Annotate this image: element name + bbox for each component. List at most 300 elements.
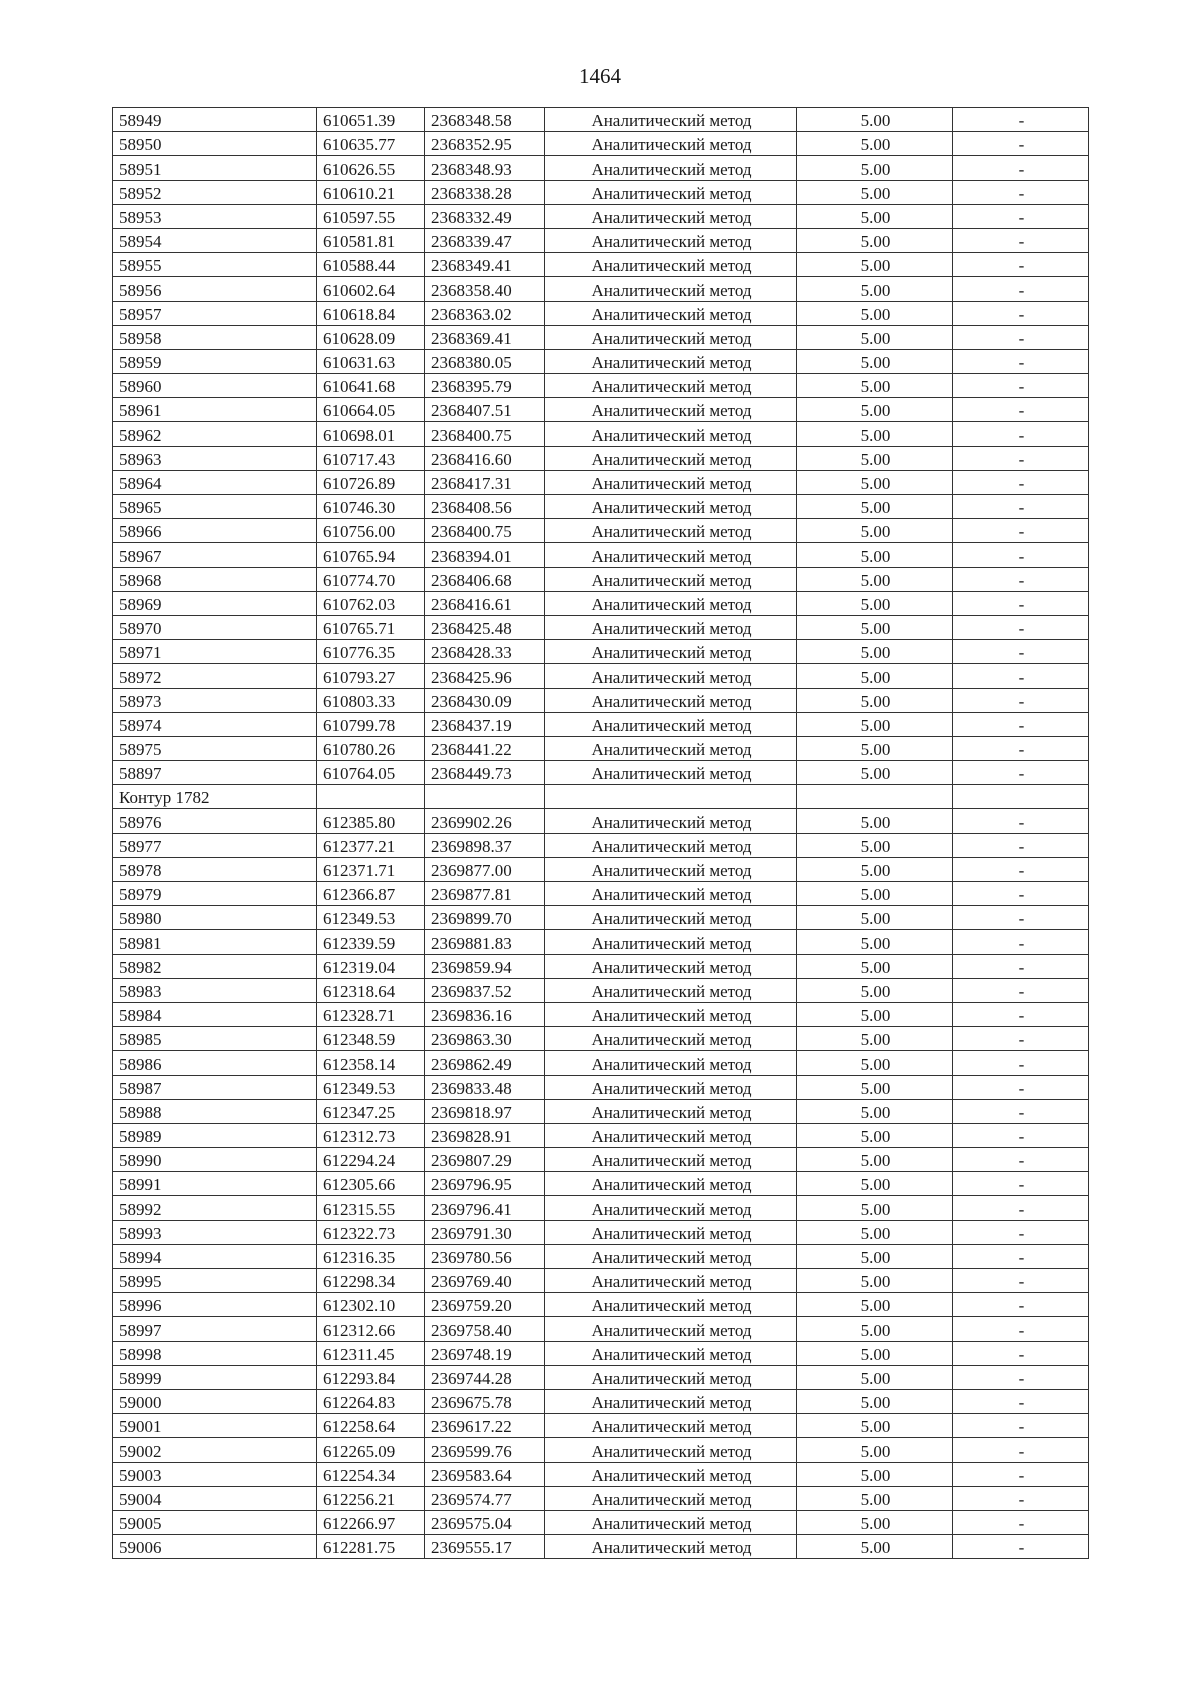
note-cell: - (953, 1414, 1089, 1438)
note-cell: - (953, 1123, 1089, 1147)
y-coordinate-cell: 2368406.68 (425, 567, 545, 591)
note-cell: - (953, 882, 1089, 906)
accuracy-cell: 5.00 (797, 277, 953, 301)
x-coordinate-cell: 612339.59 (317, 930, 425, 954)
accuracy-cell: 5.00 (797, 1027, 953, 1051)
table-row (113, 688, 1089, 712)
y-coordinate-cell: 2368437.19 (425, 712, 545, 736)
table-row (113, 277, 1089, 301)
accuracy-cell: 5.00 (797, 857, 953, 881)
accuracy-cell: 5.00 (797, 736, 953, 760)
note-cell: - (953, 325, 1089, 349)
note-cell: - (953, 1510, 1089, 1534)
note-cell: - (953, 688, 1089, 712)
empty-cell (797, 785, 953, 809)
table-row (113, 1269, 1089, 1293)
table-row (113, 495, 1089, 519)
x-coordinate-cell: 612256.21 (317, 1486, 425, 1510)
accuracy-cell: 5.00 (797, 1075, 953, 1099)
method-cell: Аналитический метод (545, 640, 797, 664)
y-coordinate-cell: 2368417.31 (425, 470, 545, 494)
x-coordinate-cell: 610799.78 (317, 712, 425, 736)
table-row (113, 228, 1089, 252)
point-number-cell: 58990 (113, 1148, 317, 1172)
point-number-cell: 58988 (113, 1099, 317, 1123)
table-row (113, 1389, 1089, 1413)
x-coordinate-cell: 610726.89 (317, 470, 425, 494)
accuracy-cell: 5.00 (797, 325, 953, 349)
y-coordinate-cell: 2369898.37 (425, 833, 545, 857)
point-number-cell: 58996 (113, 1293, 317, 1317)
x-coordinate-cell: 610602.64 (317, 277, 425, 301)
point-number-cell: 58971 (113, 640, 317, 664)
note-cell: - (953, 1027, 1089, 1051)
y-coordinate-cell: 2369555.17 (425, 1535, 545, 1559)
note-cell: - (953, 809, 1089, 833)
accuracy-cell: 5.00 (797, 615, 953, 639)
note-cell: - (953, 1293, 1089, 1317)
y-coordinate-cell: 2368348.58 (425, 108, 545, 132)
x-coordinate-cell: 610651.39 (317, 108, 425, 132)
note-cell: - (953, 301, 1089, 325)
point-number-cell: 58998 (113, 1341, 317, 1365)
note-cell: - (953, 1535, 1089, 1559)
note-cell: - (953, 1317, 1089, 1341)
method-cell: Аналитический метод (545, 615, 797, 639)
method-cell: Аналитический метод (545, 301, 797, 325)
point-number-cell: 58979 (113, 882, 317, 906)
point-number-cell: 58980 (113, 906, 317, 930)
y-coordinate-cell: 2368363.02 (425, 301, 545, 325)
y-coordinate-cell: 2368394.01 (425, 543, 545, 567)
accuracy-cell: 5.00 (797, 1341, 953, 1365)
x-coordinate-cell: 612347.25 (317, 1099, 425, 1123)
table-row (113, 398, 1089, 422)
empty-cell (317, 785, 425, 809)
table-row (113, 1244, 1089, 1268)
method-cell: Аналитический метод (545, 664, 797, 688)
point-number-cell: 58991 (113, 1172, 317, 1196)
point-number-cell: 58983 (113, 978, 317, 1002)
table-row (113, 253, 1089, 277)
x-coordinate-cell: 610774.70 (317, 567, 425, 591)
method-cell: Аналитический метод (545, 446, 797, 470)
y-coordinate-cell: 2369617.22 (425, 1414, 545, 1438)
point-number-cell: 58953 (113, 204, 317, 228)
point-number-cell: 58958 (113, 325, 317, 349)
accuracy-cell: 5.00 (797, 640, 953, 664)
table-row (113, 1414, 1089, 1438)
x-coordinate-cell: 612264.83 (317, 1389, 425, 1413)
note-cell: - (953, 857, 1089, 881)
accuracy-cell: 5.00 (797, 1510, 953, 1534)
accuracy-cell: 5.00 (797, 132, 953, 156)
x-coordinate-cell: 610664.05 (317, 398, 425, 422)
point-number-cell: 58954 (113, 228, 317, 252)
table-row (113, 615, 1089, 639)
accuracy-cell: 5.00 (797, 374, 953, 398)
table-row (113, 736, 1089, 760)
method-cell: Аналитический метод (545, 422, 797, 446)
x-coordinate-cell: 612302.10 (317, 1293, 425, 1317)
method-cell: Аналитический метод (545, 712, 797, 736)
note-cell: - (953, 253, 1089, 277)
x-coordinate-cell: 612366.87 (317, 882, 425, 906)
x-coordinate-cell: 612311.45 (317, 1341, 425, 1365)
point-number-cell: 58997 (113, 1317, 317, 1341)
point-number-cell: 59001 (113, 1414, 317, 1438)
y-coordinate-cell: 2368338.28 (425, 180, 545, 204)
x-coordinate-cell: 612322.73 (317, 1220, 425, 1244)
y-coordinate-cell: 2368407.51 (425, 398, 545, 422)
x-coordinate-cell: 610765.94 (317, 543, 425, 567)
note-cell: - (953, 1196, 1089, 1220)
point-number-cell: 58986 (113, 1051, 317, 1075)
note-cell: - (953, 543, 1089, 567)
method-cell: Аналитический метод (545, 204, 797, 228)
method-cell: Аналитический метод (545, 1027, 797, 1051)
point-number-cell: 58994 (113, 1244, 317, 1268)
point-number-cell: 58978 (113, 857, 317, 881)
table-row (113, 422, 1089, 446)
method-cell: Аналитический метод (545, 1075, 797, 1099)
empty-cell (545, 785, 797, 809)
note-cell: - (953, 349, 1089, 373)
note-cell: - (953, 567, 1089, 591)
accuracy-cell: 5.00 (797, 228, 953, 252)
method-cell: Аналитический метод (545, 495, 797, 519)
table-row (113, 1438, 1089, 1462)
x-coordinate-cell: 612349.53 (317, 1075, 425, 1099)
note-cell: - (953, 1486, 1089, 1510)
note-cell: - (953, 108, 1089, 132)
method-cell: Аналитический метод (545, 591, 797, 615)
accuracy-cell: 5.00 (797, 422, 953, 446)
method-cell: Аналитический метод (545, 277, 797, 301)
accuracy-cell: 5.00 (797, 664, 953, 688)
accuracy-cell: 5.00 (797, 954, 953, 978)
note-cell: - (953, 1244, 1089, 1268)
accuracy-cell: 5.00 (797, 882, 953, 906)
accuracy-cell: 5.00 (797, 712, 953, 736)
y-coordinate-cell: 2368441.22 (425, 736, 545, 760)
accuracy-cell: 5.00 (797, 1389, 953, 1413)
accuracy-cell: 5.00 (797, 688, 953, 712)
table-row (113, 180, 1089, 204)
method-cell: Аналитический метод (545, 180, 797, 204)
table-row (113, 132, 1089, 156)
table-row (113, 809, 1089, 833)
y-coordinate-cell: 2369675.78 (425, 1389, 545, 1413)
note-cell: - (953, 1438, 1089, 1462)
note-cell: - (953, 712, 1089, 736)
accuracy-cell: 5.00 (797, 1317, 953, 1341)
y-coordinate-cell: 2368425.48 (425, 615, 545, 639)
x-coordinate-cell: 612294.24 (317, 1148, 425, 1172)
table-row (113, 591, 1089, 615)
point-number-cell: 58995 (113, 1269, 317, 1293)
table-row (113, 349, 1089, 373)
x-coordinate-cell: 610626.55 (317, 156, 425, 180)
method-cell: Аналитический метод (545, 108, 797, 132)
method-cell: Аналитический метод (545, 1220, 797, 1244)
note-cell: - (953, 761, 1089, 785)
note-cell: - (953, 156, 1089, 180)
note-cell: - (953, 1002, 1089, 1026)
accuracy-cell: 5.00 (797, 253, 953, 277)
y-coordinate-cell: 2368400.75 (425, 422, 545, 446)
accuracy-cell: 5.00 (797, 761, 953, 785)
point-number-cell: 58987 (113, 1075, 317, 1099)
accuracy-cell: 5.00 (797, 1293, 953, 1317)
table-row (113, 761, 1089, 785)
empty-cell (953, 785, 1089, 809)
y-coordinate-cell: 2368380.05 (425, 349, 545, 373)
point-number-cell: 59006 (113, 1535, 317, 1559)
x-coordinate-cell: 612319.04 (317, 954, 425, 978)
table-row (113, 1486, 1089, 1510)
method-cell: Аналитический метод (545, 1293, 797, 1317)
point-number-cell: 58984 (113, 1002, 317, 1026)
x-coordinate-cell: 610776.35 (317, 640, 425, 664)
point-number-cell: 59000 (113, 1389, 317, 1413)
accuracy-cell: 5.00 (797, 978, 953, 1002)
accuracy-cell: 5.00 (797, 398, 953, 422)
accuracy-cell: 5.00 (797, 1051, 953, 1075)
table-row (113, 906, 1089, 930)
method-cell: Аналитический метод (545, 470, 797, 494)
point-number-cell: 58992 (113, 1196, 317, 1220)
y-coordinate-cell: 2369837.52 (425, 978, 545, 1002)
point-number-cell: 58985 (113, 1027, 317, 1051)
y-coordinate-cell: 2369796.95 (425, 1172, 545, 1196)
x-coordinate-cell: 610628.09 (317, 325, 425, 349)
method-cell: Аналитический метод (545, 1341, 797, 1365)
note-cell: - (953, 180, 1089, 204)
contour-label: Контур 1782 (113, 785, 317, 809)
method-cell: Аналитический метод (545, 132, 797, 156)
accuracy-cell: 5.00 (797, 833, 953, 857)
x-coordinate-cell: 612315.55 (317, 1196, 425, 1220)
method-cell: Аналитический метод (545, 882, 797, 906)
method-cell: Аналитический метод (545, 809, 797, 833)
method-cell: Аналитический метод (545, 349, 797, 373)
method-cell: Аналитический метод (545, 1365, 797, 1389)
method-cell: Аналитический метод (545, 954, 797, 978)
x-coordinate-cell: 610717.43 (317, 446, 425, 470)
note-cell: - (953, 277, 1089, 301)
table-row (113, 1172, 1089, 1196)
table-row (113, 1123, 1089, 1147)
table-row (113, 1075, 1089, 1099)
method-cell: Аналитический метод (545, 1099, 797, 1123)
accuracy-cell: 5.00 (797, 1486, 953, 1510)
y-coordinate-cell: 2368416.61 (425, 591, 545, 615)
table-row (113, 882, 1089, 906)
method-cell: Аналитический метод (545, 1535, 797, 1559)
table-row (113, 108, 1089, 132)
table-row (113, 567, 1089, 591)
accuracy-cell: 5.00 (797, 1269, 953, 1293)
accuracy-cell: 5.00 (797, 301, 953, 325)
y-coordinate-cell: 2368416.60 (425, 446, 545, 470)
method-cell: Аналитический метод (545, 374, 797, 398)
point-number-cell: 58982 (113, 954, 317, 978)
table-row (113, 712, 1089, 736)
method-cell: Аналитический метод (545, 1462, 797, 1486)
accuracy-cell: 5.00 (797, 591, 953, 615)
point-number-cell: 59002 (113, 1438, 317, 1462)
point-number-cell: 58956 (113, 277, 317, 301)
point-number-cell: 58989 (113, 1123, 317, 1147)
point-number-cell: 59003 (113, 1462, 317, 1486)
point-number-cell: 58993 (113, 1220, 317, 1244)
note-cell: - (953, 374, 1089, 398)
method-cell: Аналитический метод (545, 761, 797, 785)
accuracy-cell: 5.00 (797, 495, 953, 519)
y-coordinate-cell: 2368348.93 (425, 156, 545, 180)
accuracy-cell: 5.00 (797, 1438, 953, 1462)
x-coordinate-cell: 612349.53 (317, 906, 425, 930)
y-coordinate-cell: 2369791.30 (425, 1220, 545, 1244)
table-row (113, 1051, 1089, 1075)
note-cell: - (953, 132, 1089, 156)
table-row (113, 1510, 1089, 1534)
point-number-cell: 58974 (113, 712, 317, 736)
method-cell: Аналитический метод (545, 736, 797, 760)
y-coordinate-cell: 2368400.75 (425, 519, 545, 543)
point-number-cell: 58965 (113, 495, 317, 519)
y-coordinate-cell: 2369780.56 (425, 1244, 545, 1268)
point-number-cell: 58951 (113, 156, 317, 180)
note-cell: - (953, 640, 1089, 664)
y-coordinate-cell: 2368349.41 (425, 253, 545, 277)
table-row (113, 640, 1089, 664)
point-number-cell: 58962 (113, 422, 317, 446)
y-coordinate-cell: 2369877.81 (425, 882, 545, 906)
point-number-cell: 58952 (113, 180, 317, 204)
table-row (113, 1196, 1089, 1220)
method-cell: Аналитический метод (545, 1269, 797, 1293)
note-cell: - (953, 591, 1089, 615)
method-cell: Аналитический метод (545, 543, 797, 567)
note-cell: - (953, 906, 1089, 930)
accuracy-cell: 5.00 (797, 567, 953, 591)
x-coordinate-cell: 610641.68 (317, 374, 425, 398)
accuracy-cell: 5.00 (797, 1462, 953, 1486)
note-cell: - (953, 398, 1089, 422)
y-coordinate-cell: 2369899.70 (425, 906, 545, 930)
y-coordinate-cell: 2369902.26 (425, 809, 545, 833)
accuracy-cell: 5.00 (797, 1365, 953, 1389)
page-number: 1464 (579, 64, 621, 88)
y-coordinate-cell: 2369574.77 (425, 1486, 545, 1510)
note-cell: - (953, 833, 1089, 857)
note-cell: - (953, 204, 1089, 228)
method-cell: Аналитический метод (545, 398, 797, 422)
y-coordinate-cell: 2369583.64 (425, 1462, 545, 1486)
x-coordinate-cell: 612312.73 (317, 1123, 425, 1147)
y-coordinate-cell: 2369769.40 (425, 1269, 545, 1293)
point-number-cell: 59004 (113, 1486, 317, 1510)
method-cell: Аналитический метод (545, 1148, 797, 1172)
accuracy-cell: 5.00 (797, 809, 953, 833)
table-row (113, 204, 1089, 228)
accuracy-cell: 5.00 (797, 180, 953, 204)
note-cell: - (953, 1172, 1089, 1196)
coordinates-table (112, 107, 1089, 1559)
method-cell: Аналитический метод (545, 1317, 797, 1341)
y-coordinate-cell: 2369759.20 (425, 1293, 545, 1317)
point-number-cell: 58967 (113, 543, 317, 567)
coordinates-table-body (113, 108, 1089, 1559)
empty-cell (425, 785, 545, 809)
x-coordinate-cell: 610765.71 (317, 615, 425, 639)
table-row (113, 156, 1089, 180)
point-number-cell: 58969 (113, 591, 317, 615)
x-coordinate-cell: 612298.34 (317, 1269, 425, 1293)
table-row (113, 930, 1089, 954)
x-coordinate-cell: 610793.27 (317, 664, 425, 688)
point-number-cell: 58975 (113, 736, 317, 760)
x-coordinate-cell: 610756.00 (317, 519, 425, 543)
accuracy-cell: 5.00 (797, 930, 953, 954)
x-coordinate-cell: 610635.77 (317, 132, 425, 156)
point-number-cell: 58957 (113, 301, 317, 325)
point-number-cell: 58973 (113, 688, 317, 712)
point-number-cell: 58970 (113, 615, 317, 639)
accuracy-cell: 5.00 (797, 1220, 953, 1244)
x-coordinate-cell: 612385.80 (317, 809, 425, 833)
table-row (113, 857, 1089, 881)
x-coordinate-cell: 610588.44 (317, 253, 425, 277)
x-coordinate-cell: 610698.01 (317, 422, 425, 446)
x-coordinate-cell: 610610.21 (317, 180, 425, 204)
table-row (113, 374, 1089, 398)
note-cell: - (953, 1269, 1089, 1293)
y-coordinate-cell: 2368408.56 (425, 495, 545, 519)
method-cell: Аналитический метод (545, 1172, 797, 1196)
x-coordinate-cell: 610803.33 (317, 688, 425, 712)
point-number-cell: 58972 (113, 664, 317, 688)
point-number-cell: 59005 (113, 1510, 317, 1534)
x-coordinate-cell: 612305.66 (317, 1172, 425, 1196)
accuracy-cell: 5.00 (797, 204, 953, 228)
note-cell: - (953, 470, 1089, 494)
note-cell: - (953, 1462, 1089, 1486)
table-row (113, 1002, 1089, 1026)
accuracy-cell: 5.00 (797, 1414, 953, 1438)
note-cell: - (953, 978, 1089, 1002)
point-number-cell: 58968 (113, 567, 317, 591)
table-row (113, 954, 1089, 978)
method-cell: Аналитический метод (545, 1123, 797, 1147)
note-cell: - (953, 930, 1089, 954)
table-row (113, 1027, 1089, 1051)
note-cell: - (953, 1365, 1089, 1389)
y-coordinate-cell: 2369807.29 (425, 1148, 545, 1172)
note-cell: - (953, 615, 1089, 639)
x-coordinate-cell: 612348.59 (317, 1027, 425, 1051)
note-cell: - (953, 1220, 1089, 1244)
accuracy-cell: 5.00 (797, 1148, 953, 1172)
method-cell: Аналитический метод (545, 1244, 797, 1268)
x-coordinate-cell: 612312.66 (317, 1317, 425, 1341)
y-coordinate-cell: 2369744.28 (425, 1365, 545, 1389)
note-cell: - (953, 422, 1089, 446)
x-coordinate-cell: 612258.64 (317, 1414, 425, 1438)
table-row (113, 446, 1089, 470)
